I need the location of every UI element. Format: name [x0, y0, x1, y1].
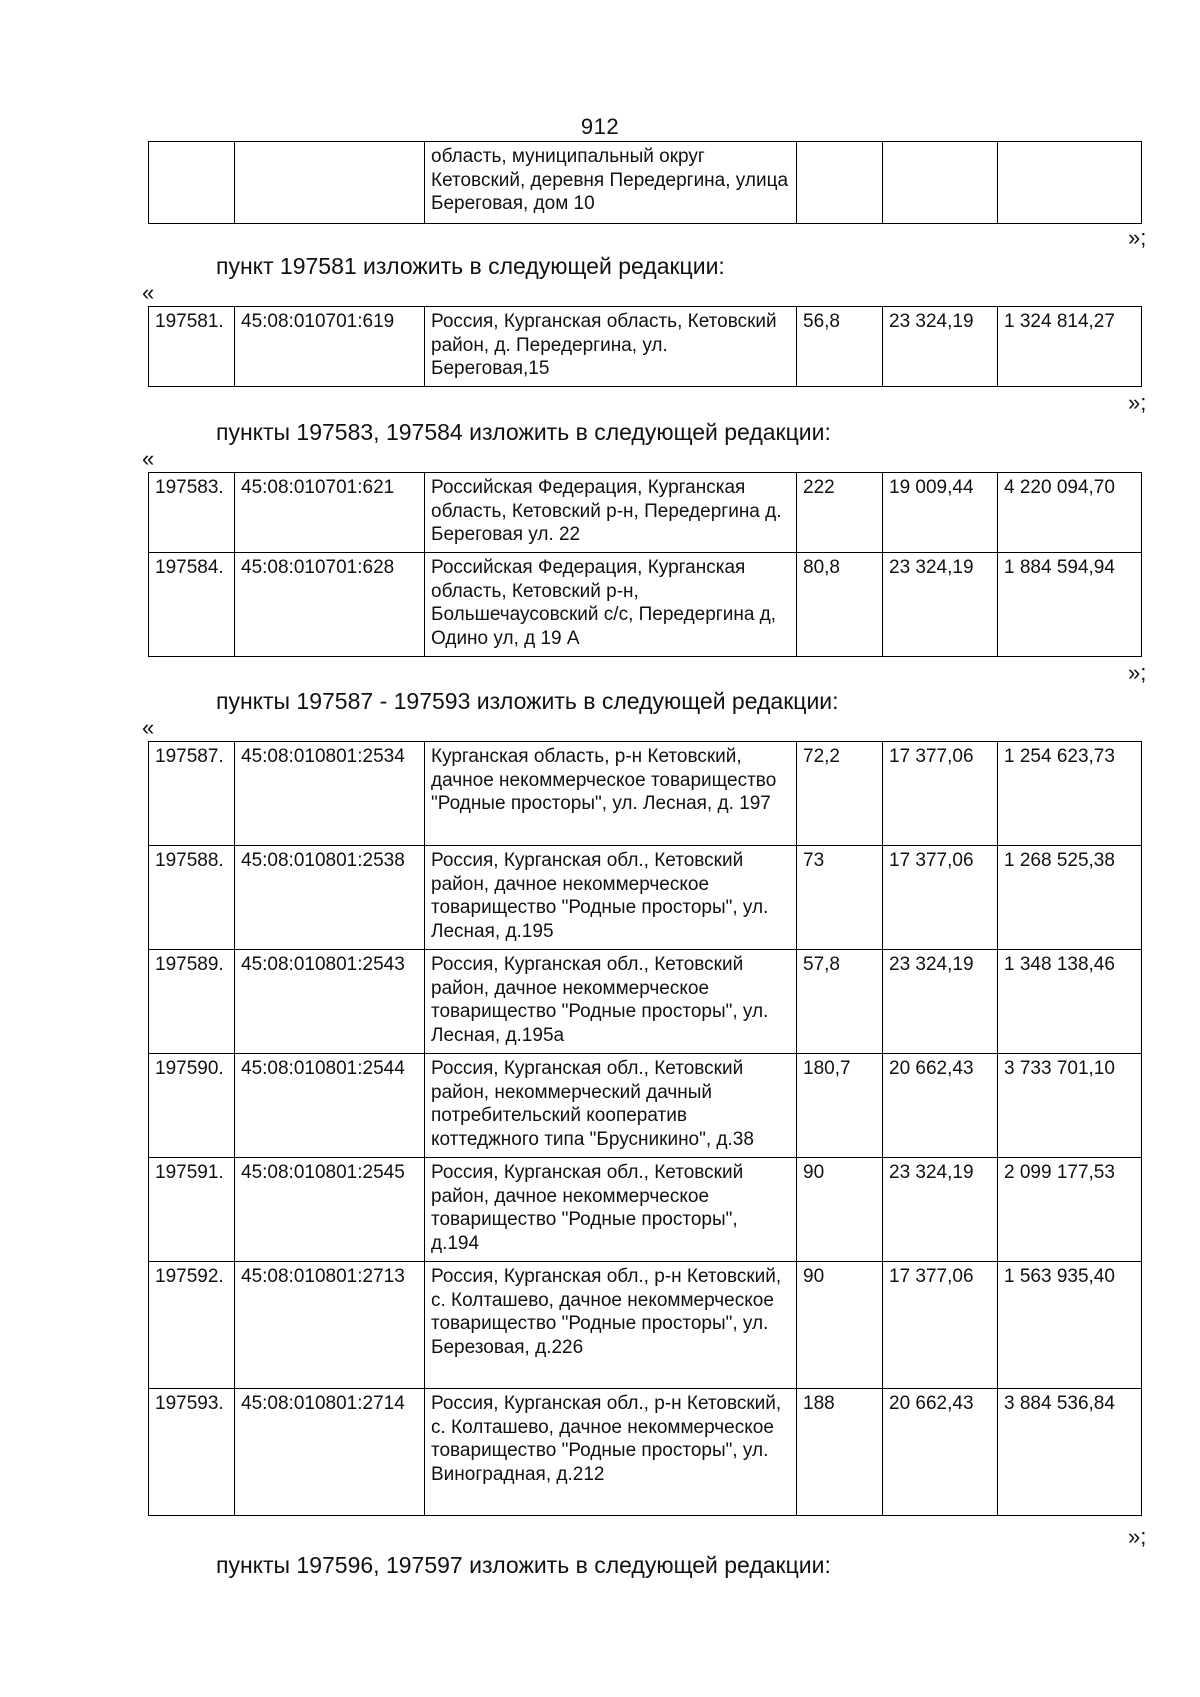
cell-cadastral: 45:08:010801:2543 [235, 950, 425, 1054]
table-row [149, 742, 1142, 846]
close-quote: »; [1128, 390, 1147, 415]
table-row [149, 553, 1142, 657]
cell-rate: 23 324,19 [883, 1158, 998, 1262]
cell-cadastral: 45:08:010801:2545 [235, 1158, 425, 1262]
cell-cadastral: 45:08:010701:621 [235, 473, 425, 553]
cell-address: область, муниципальный округ Кетовский, деревня Передергина, улица Береговая, дом 10 [425, 142, 797, 224]
cell-num: 197583. [149, 473, 235, 553]
continuation-table [148, 141, 1142, 224]
cell-area: 90 [797, 1158, 883, 1262]
cell-cadastral: 45:08:010701:628 [235, 553, 425, 657]
cell-num: 197584. [149, 553, 235, 657]
cell-rate: 17 377,06 [883, 1262, 998, 1389]
cell-value: 1 348 138,46 [998, 950, 1142, 1054]
cell-address: Россия, Курганская обл., р-н Кетовский, с. Колташево, дачное некоммерческое товарищество "Родные просторы", ул. Виноградная, д.212 [425, 1389, 797, 1516]
cell-area: 73 [797, 846, 883, 950]
cell-area: 80,8 [797, 553, 883, 657]
table-row [149, 1389, 1142, 1516]
instruction-text: пункты 197583, 197584 изложить в следующей редакции: [216, 419, 831, 445]
cell-address: Российская Федерация, Курганская область, Кетовский р-н, Передергина д. Береговая ул. 22 [425, 473, 797, 553]
table-row [149, 142, 1142, 224]
cell-rate [883, 142, 998, 224]
table-row [149, 473, 1142, 553]
cell-rate: 23 324,19 [883, 553, 998, 657]
table-row [149, 950, 1142, 1054]
cell-cadastral: 45:08:010801:2534 [235, 742, 425, 846]
instruction-text: пункт 197581 изложить в следующей редакции: [216, 253, 725, 279]
cell-address: Россия, Курганская обл., Кетовский район, дачное некоммерческое товарищество "Родные просторы", д.194 [425, 1158, 797, 1262]
cell-rate: 20 662,43 [883, 1389, 998, 1516]
cell-value: 2 099 177,53 [998, 1158, 1142, 1262]
cell-area: 188 [797, 1389, 883, 1516]
cell-value [998, 142, 1142, 224]
table-row [149, 1262, 1142, 1389]
cell-num [149, 142, 235, 224]
cell-area: 222 [797, 473, 883, 553]
cell-value: 1 324 814,27 [998, 307, 1142, 387]
cell-value: 1 254 623,73 [998, 742, 1142, 846]
close-quote: »; [1128, 660, 1147, 685]
cell-num: 197581. [149, 307, 235, 387]
cell-area: 90 [797, 1262, 883, 1389]
cell-area: 180,7 [797, 1054, 883, 1158]
cell-address: Курганская область, р-н Кетовский, дачное некоммерческое товарищество "Родные просторы", ул. Лесная, д. 197 [425, 742, 797, 846]
cell-address: Россия, Курганская обл., р-н Кетовский, с. Колташево, дачное некоммерческое товарищество "Родные просторы", ул. Березовая, д.226 [425, 1262, 797, 1389]
close-quote: »; [1128, 1524, 1147, 1549]
cell-address: Россия, Курганская область, Кетовский район, д. Передергина, ул. Береговая,15 [425, 307, 797, 387]
amendment-table [148, 741, 1142, 1516]
cell-rate: 17 377,06 [883, 846, 998, 950]
cell-address: Россия, Курганская обл., Кетовский район, дачное некоммерческое товарищество "Родные просторы", ул. Лесная, д.195 [425, 846, 797, 950]
page-number: 912 [580, 114, 620, 139]
cell-cadastral: 45:08:010801:2538 [235, 846, 425, 950]
cell-rate: 19 009,44 [883, 473, 998, 553]
cell-value: 1 884 594,94 [998, 553, 1142, 657]
instruction-text: пункты 197587 - 197593 изложить в следующей редакции: [216, 688, 839, 714]
cell-value: 1 268 525,38 [998, 846, 1142, 950]
table-row [149, 846, 1142, 950]
cell-rate: 23 324,19 [883, 950, 998, 1054]
cell-address: Российская Федерация, Курганская область, Кетовский р-н, Большечаусовский с/с, Передергина д, Одино ул, д 19 А [425, 553, 797, 657]
cell-area: 72,2 [797, 742, 883, 846]
amendment-table [148, 472, 1142, 657]
table-row [149, 1054, 1142, 1158]
cell-rate: 17 377,06 [883, 742, 998, 846]
cell-address: Россия, Курганская обл., Кетовский район, некоммерческий дачный потребительский кооператив коттеджного типа "Брусникино", д.38 [425, 1054, 797, 1158]
cell-value: 3 884 536,84 [998, 1389, 1142, 1516]
cell-area [797, 142, 883, 224]
cell-area: 56,8 [797, 307, 883, 387]
cell-value: 3 733 701,10 [998, 1054, 1142, 1158]
instruction-text: пункты 197596, 197597 изложить в следующей редакции: [216, 1552, 831, 1578]
cell-value: 1 563 935,40 [998, 1262, 1142, 1389]
close-quote: »; [1128, 225, 1147, 250]
cell-rate: 23 324,19 [883, 307, 998, 387]
open-quote: « [142, 446, 155, 471]
cell-num: 197593. [149, 1389, 235, 1516]
cell-num: 197587. [149, 742, 235, 846]
table-row [149, 1158, 1142, 1262]
cell-rate: 20 662,43 [883, 1054, 998, 1158]
cell-cadastral [235, 142, 425, 224]
open-quote: « [142, 715, 155, 740]
cell-cadastral: 45:08:010801:2714 [235, 1389, 425, 1516]
cell-cadastral: 45:08:010801:2713 [235, 1262, 425, 1389]
cell-value: 4 220 094,70 [998, 473, 1142, 553]
table-row [149, 307, 1142, 387]
open-quote: « [142, 280, 155, 305]
cell-cadastral: 45:08:010701:619 [235, 307, 425, 387]
amendment-table [148, 306, 1142, 387]
cell-area: 57,8 [797, 950, 883, 1054]
cell-num: 197589. [149, 950, 235, 1054]
cell-num: 197588. [149, 846, 235, 950]
cell-num: 197590. [149, 1054, 235, 1158]
cell-address: Россия, Курганская обл., Кетовский район, дачное некоммерческое товарищество "Родные просторы", ул. Лесная, д.195а [425, 950, 797, 1054]
cell-num: 197592. [149, 1262, 235, 1389]
cell-num: 197591. [149, 1158, 235, 1262]
cell-cadastral: 45:08:010801:2544 [235, 1054, 425, 1158]
